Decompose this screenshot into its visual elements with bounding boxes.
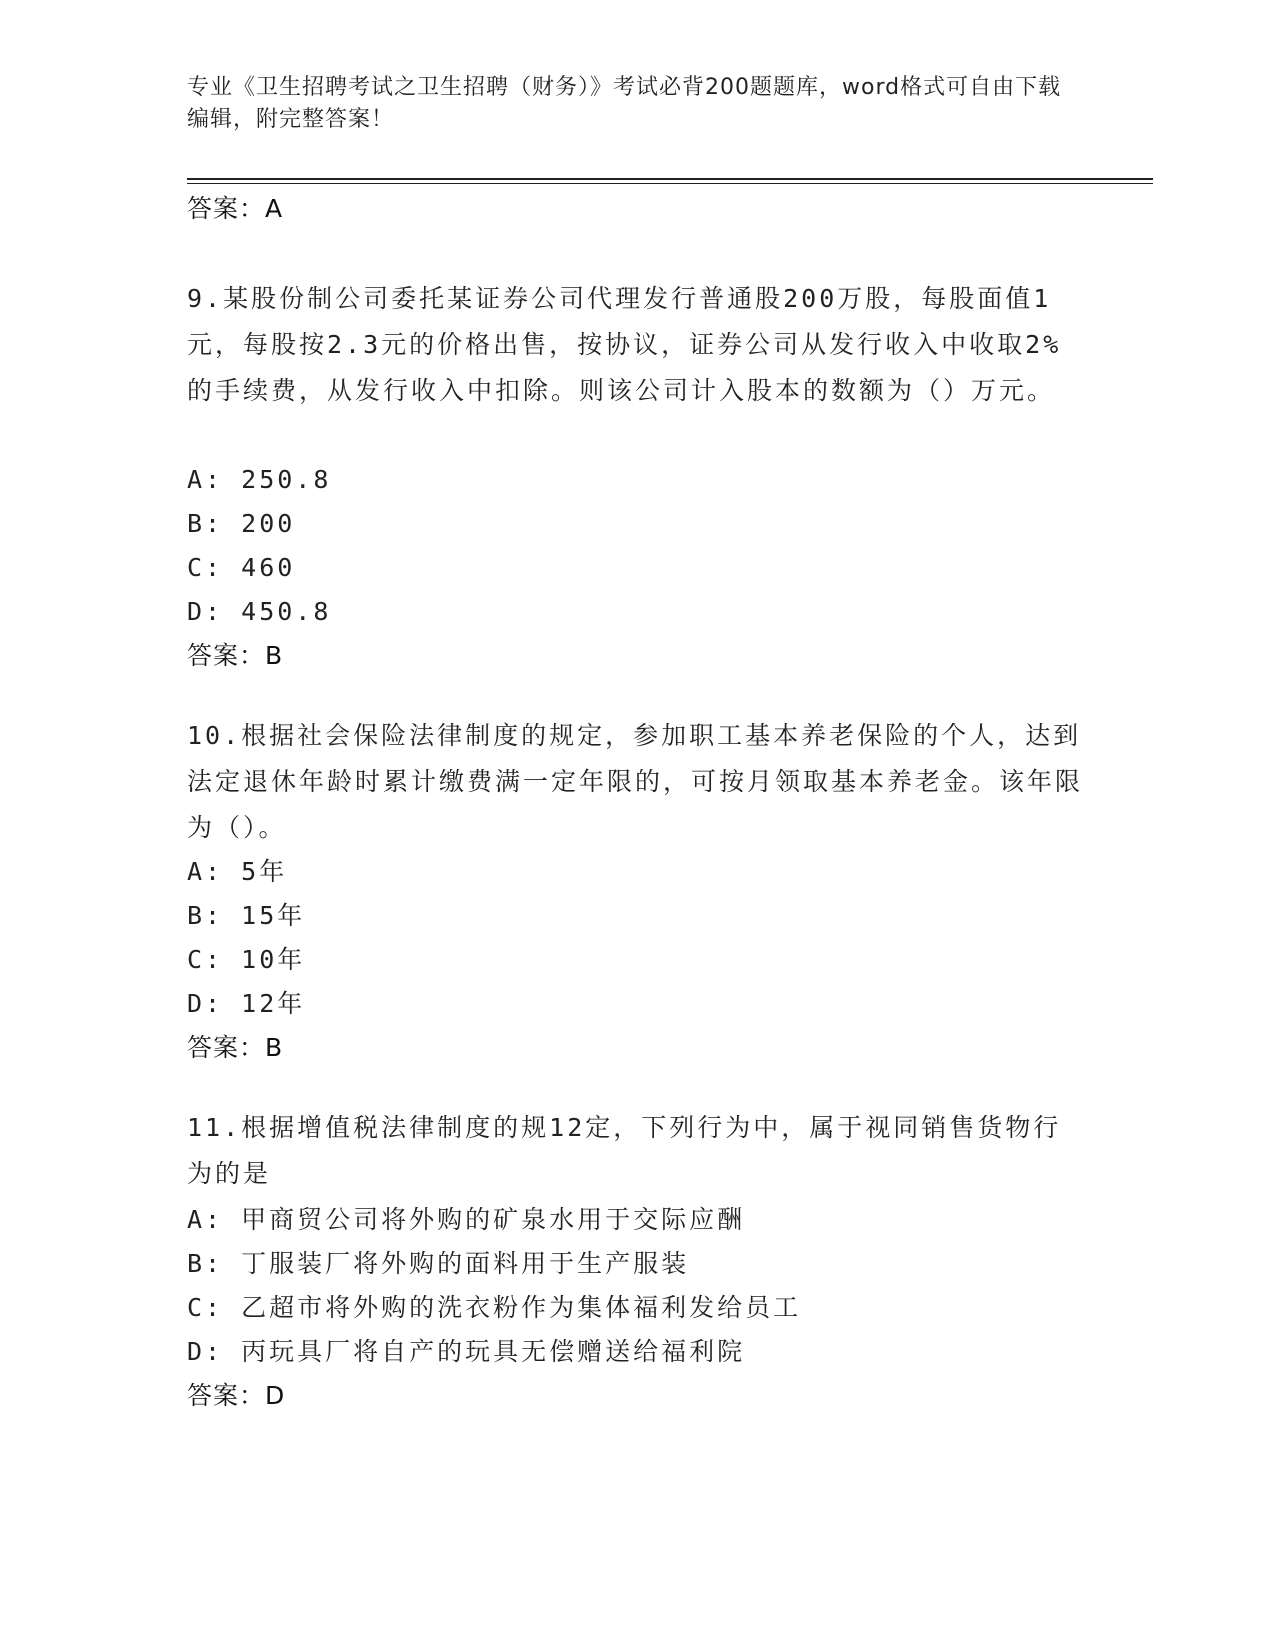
question-11-option-d: D: 丙玩具厂将自产的玩具无偿赠送给福利院	[187, 1337, 746, 1366]
document-header: 专业《卫生招聘考试之卫生招聘（财务）》考试必背200题题库，word格式可自由下载编辑，附完整答案！	[187, 75, 1062, 132]
header-rule-thick	[187, 178, 1153, 180]
question-10-option-d: D: 12年	[187, 989, 306, 1018]
question-11-option-c: C: 乙超市将外购的洗衣粉作为集体福利发给员工	[187, 1293, 802, 1322]
question-11-answer: 答案：D	[187, 1381, 286, 1410]
question-11-option-b: B: 丁服装厂将外购的面料用于生产服装	[187, 1249, 690, 1278]
question-11-option-a: A: 甲商贸公司将外购的矿泉水用于交际应酬	[187, 1205, 746, 1234]
question-9-answer: 答案：B	[187, 641, 284, 670]
question-10-option-b: B: 15年	[187, 901, 306, 930]
question-9-text: 9.某股份制公司委托某证券公司代理发行普通股200万股，每股面值1元，每股按2.3元的价格出售，按协议，证券公司从发行收入中收取2%的手续费，从发行收入中扣除。则该公司计入股本的数额为（）万元。	[187, 284, 1062, 405]
question-9-option-a: A: 250.8	[187, 465, 332, 494]
question-10-text: 10.根据社会保险法律制度的规定，参加职工基本养老保险的个人，达到法定退休年龄时累计缴费满一定年限的，可按月领取基本养老金。该年限为（）。	[187, 721, 1084, 842]
question-9-option-b: B: 200	[187, 509, 296, 538]
answer-line-8: 答案：A	[187, 194, 284, 223]
question-10-option-a: A: 5年	[187, 857, 288, 886]
question-9-option-d: D: 450.8	[187, 597, 332, 626]
question-10-option-c: C: 10年	[187, 945, 306, 974]
question-11-text: 11.根据增值税法律制度的规12定，下列行为中，属于视同销售货物行为的是	[187, 1113, 1062, 1188]
question-10-answer: 答案：B	[187, 1033, 284, 1062]
header-rule-thin	[187, 183, 1153, 184]
question-9-option-c: C: 460	[187, 553, 296, 582]
